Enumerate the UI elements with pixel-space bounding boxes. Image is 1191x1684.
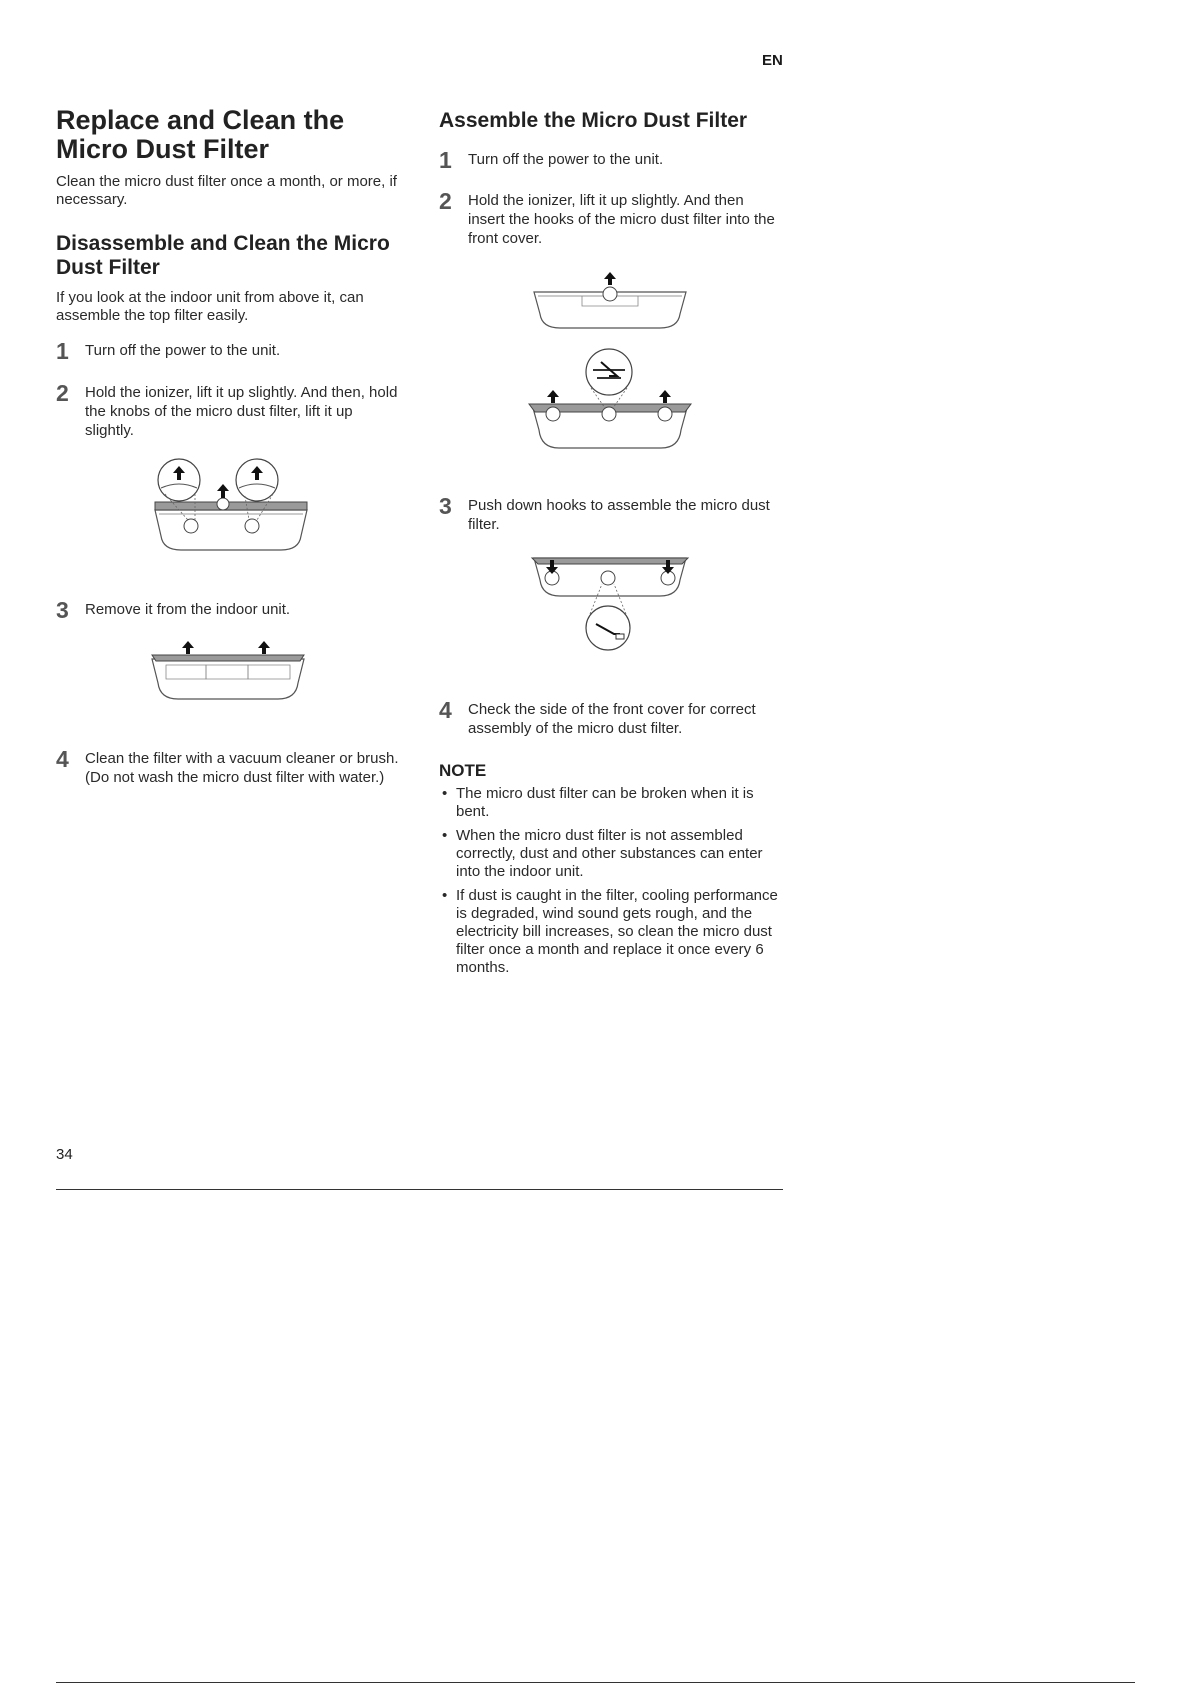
assemble-step-2	[439, 188, 784, 248]
note-heading: NOTE	[439, 761, 487, 780]
note-list	[439, 785, 784, 977]
push-hooks-illustration	[530, 554, 690, 652]
step-number: 4	[439, 697, 452, 723]
step-number: 2	[439, 188, 452, 214]
disassemble-step-2	[56, 380, 401, 440]
assemble-step-4	[439, 697, 784, 738]
assemble-step-1	[439, 147, 784, 173]
step-text: Hold the ionizer, lift it up slightly. And then insert the hooks of the micro dust filter into the front cover.	[468, 192, 775, 247]
step-number: 3	[439, 493, 452, 519]
note-item: • If dust is caught in the filter, cooling performance is degraded, wind sound gets rough, and the electricity bill increases, so clean the micro dust filter once a month and replace it once every 6 months.	[439, 887, 784, 977]
disassemble-section-title: Disassemble and Clean the Micro Dust Filter	[56, 232, 390, 279]
step-text: Turn off the power to the unit.	[85, 342, 281, 359]
step-text: Push down hooks to assemble the micro dust filter.	[468, 497, 770, 533]
step-number: 4	[56, 746, 69, 772]
assemble-step-3	[439, 493, 784, 534]
bottom-divider	[56, 1682, 1135, 1683]
note-item: • When the micro dust filter is not assembled correctly, dust and other substances can enter into the indoor unit.	[439, 827, 784, 881]
disassemble-intro: If you look at the indoor unit from above it, can assemble the top filter easily.	[56, 289, 364, 324]
disassemble-step-4	[56, 746, 401, 787]
step-text: Hold the ionizer, lift it up slightly. And then, hold the knobs of the micro dust filter, lift it up slightly.	[85, 384, 398, 439]
page-number: 34	[56, 1146, 73, 1163]
page-title: Replace and Clean the Micro Dust Filter	[56, 105, 345, 164]
lift-ionizer-illustration	[530, 270, 690, 334]
note-item: • The micro dust filter can be broken when it is bent.	[439, 785, 784, 821]
remove-filter-illustration	[148, 639, 308, 707]
disassemble-step-1	[56, 338, 401, 364]
step-text: Remove it from the indoor unit.	[85, 601, 291, 618]
disassemble-step-3	[56, 597, 401, 623]
left-column	[56, 106, 401, 787]
step-number: 3	[56, 597, 69, 623]
right-column	[439, 106, 784, 983]
step-text: Clean the filter with a vacuum cleaner or brush. (Do not wash the micro dust filter with water.)	[85, 750, 399, 786]
step-number: 1	[439, 147, 452, 173]
assemble-section-title: Assemble the Micro Dust Filter	[439, 109, 748, 132]
language-code: EN	[762, 52, 783, 69]
insert-hooks-illustration	[527, 348, 693, 456]
lift-knobs-illustration	[151, 458, 311, 558]
step-text: Check the side of the front cover for correct assembly of the micro dust filter.	[468, 701, 756, 737]
footer-divider	[56, 1189, 783, 1190]
step-number: 2	[56, 380, 69, 406]
page-intro: Clean the micro dust filter once a month, or more, if necessary.	[56, 173, 397, 208]
step-text: Turn off the power to the unit.	[468, 151, 664, 168]
step-number: 1	[56, 338, 69, 364]
